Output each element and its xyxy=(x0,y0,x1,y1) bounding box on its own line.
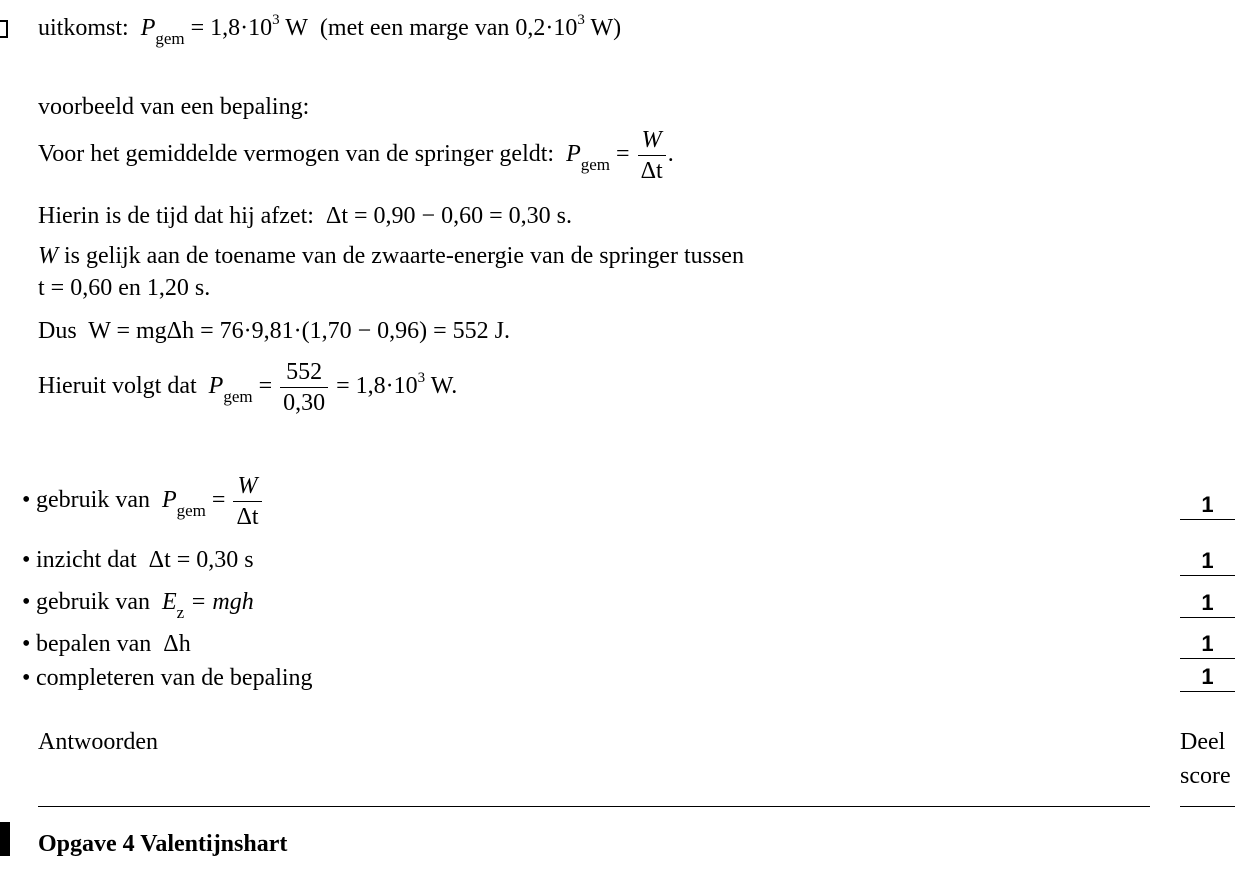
derivation-line-4: t = 0,60 en 1,20 s. xyxy=(38,275,211,301)
answers-label: Antwoorden xyxy=(38,729,158,755)
line2-text: Hierin is de tijd dat hij afzet: xyxy=(38,203,314,229)
line6-exponent: 3 xyxy=(417,370,426,387)
result-margin-unit: W) xyxy=(590,15,622,41)
line1-subscript: gem xyxy=(580,155,611,175)
bullet3-symbol: E xyxy=(161,589,177,615)
line6-numerator: 552 xyxy=(280,360,328,388)
line1-text: Voor het gemiddelde vermogen van de springer geldt: xyxy=(38,141,555,168)
bullet1-equals: = xyxy=(211,487,226,514)
bullet4-text: bepalen van xyxy=(36,631,152,657)
section-marker-icon xyxy=(0,822,10,856)
line1-symbol: P xyxy=(566,141,581,168)
line6-symbol: P xyxy=(208,373,224,400)
divider-right xyxy=(1180,806,1235,807)
next-question-title: Opgave 4 Valentijnshart xyxy=(38,831,288,857)
example-heading: voorbeeld van een bepaling: xyxy=(38,94,310,120)
result-unit: W xyxy=(285,15,308,41)
scoring-bullet-1: • gebruik van $P_{gem}$ = $\frac{W}{\Delta t}$ xyxy=(22,474,264,529)
bullet1-numerator: W xyxy=(233,474,261,502)
line6-fraction xyxy=(280,360,328,415)
bullet1-denominator: Δt xyxy=(236,504,259,530)
bullet1-symbol: P xyxy=(161,487,177,514)
bullet2-text: inzicht dat xyxy=(36,547,137,573)
scoring-bullet-3: • gebruik van $E_z$ = mgh xyxy=(22,589,254,622)
score-5: 1 xyxy=(1180,666,1235,692)
result-exponent: 3 xyxy=(272,12,280,28)
line5-formula: W = mgΔh = 76·9,81·(1,70 − 0,96) = 552 J. xyxy=(88,318,511,344)
score-2: 1 xyxy=(1180,550,1235,576)
bullet1-subscript: gem xyxy=(176,501,206,521)
bullet3-equation: = mgh xyxy=(190,589,254,615)
derivation-line-6 xyxy=(38,360,457,415)
line6-unit: W. xyxy=(430,373,458,400)
bullet3-text: gebruik van xyxy=(36,589,150,615)
line6-subscript: gem xyxy=(223,387,253,407)
bullet3-subscript: z xyxy=(176,603,185,622)
line2-formula: Δt = 0,90 − 0,60 = 0,30 s. xyxy=(325,203,572,229)
line1-period: . xyxy=(667,141,674,168)
score-4: 1 xyxy=(1180,633,1235,659)
line3-text: is gelijk aan de toename van de zwaarte-energie van de springer tussen xyxy=(64,243,744,269)
bullet1-text: gebruik van xyxy=(36,487,150,514)
line6-result: = 1,8·10 xyxy=(336,373,418,400)
question-marker-icon xyxy=(0,20,8,38)
score-1: 1 xyxy=(1180,494,1235,520)
result-symbol: P xyxy=(140,15,156,41)
line1-numerator: W xyxy=(638,128,666,156)
line6-equals: = xyxy=(258,373,273,400)
line1-fraction xyxy=(638,128,666,183)
line3-symbol: W xyxy=(38,243,58,269)
divider-left xyxy=(38,806,1150,807)
scores-label: score xyxy=(1180,763,1231,789)
line5-text: Dus xyxy=(38,318,77,344)
scoring-bullet-4: • bepalen van Δh xyxy=(22,631,191,657)
scoring-bullet-5: • completeren van de bepaling xyxy=(22,665,313,691)
derivation-line-1 xyxy=(38,128,674,183)
deel-label: Deel xyxy=(1180,729,1226,755)
score-3: 1 xyxy=(1180,592,1235,618)
result-line xyxy=(38,12,622,48)
result-equation: = 1,8·10 xyxy=(190,15,273,41)
result-margin-exponent: 3 xyxy=(577,12,585,28)
line6-denominator: 0,30 xyxy=(283,390,326,416)
result-margin: (met een marge van 0,2·10 xyxy=(319,15,578,41)
bullet5-text: completeren van de bepaling xyxy=(36,665,313,691)
derivation-line-2 xyxy=(38,204,572,228)
line1-equals: = xyxy=(616,141,630,168)
derivation-line-3 xyxy=(38,244,744,268)
bullet4-formula: Δh xyxy=(163,631,191,657)
result-prefix: uitkomst: xyxy=(38,15,129,41)
result-subscript: gem xyxy=(155,29,185,48)
derivation-line-5 xyxy=(38,319,510,343)
line1-denominator: Δt xyxy=(640,158,663,184)
scoring-bullet-2: • inzicht dat Δt = 0,30 s xyxy=(22,547,254,573)
line6-text: Hieruit volgt dat xyxy=(38,373,197,400)
bullet1-fraction xyxy=(233,474,261,529)
bullet2-formula: Δt = 0,30 s xyxy=(148,547,254,573)
